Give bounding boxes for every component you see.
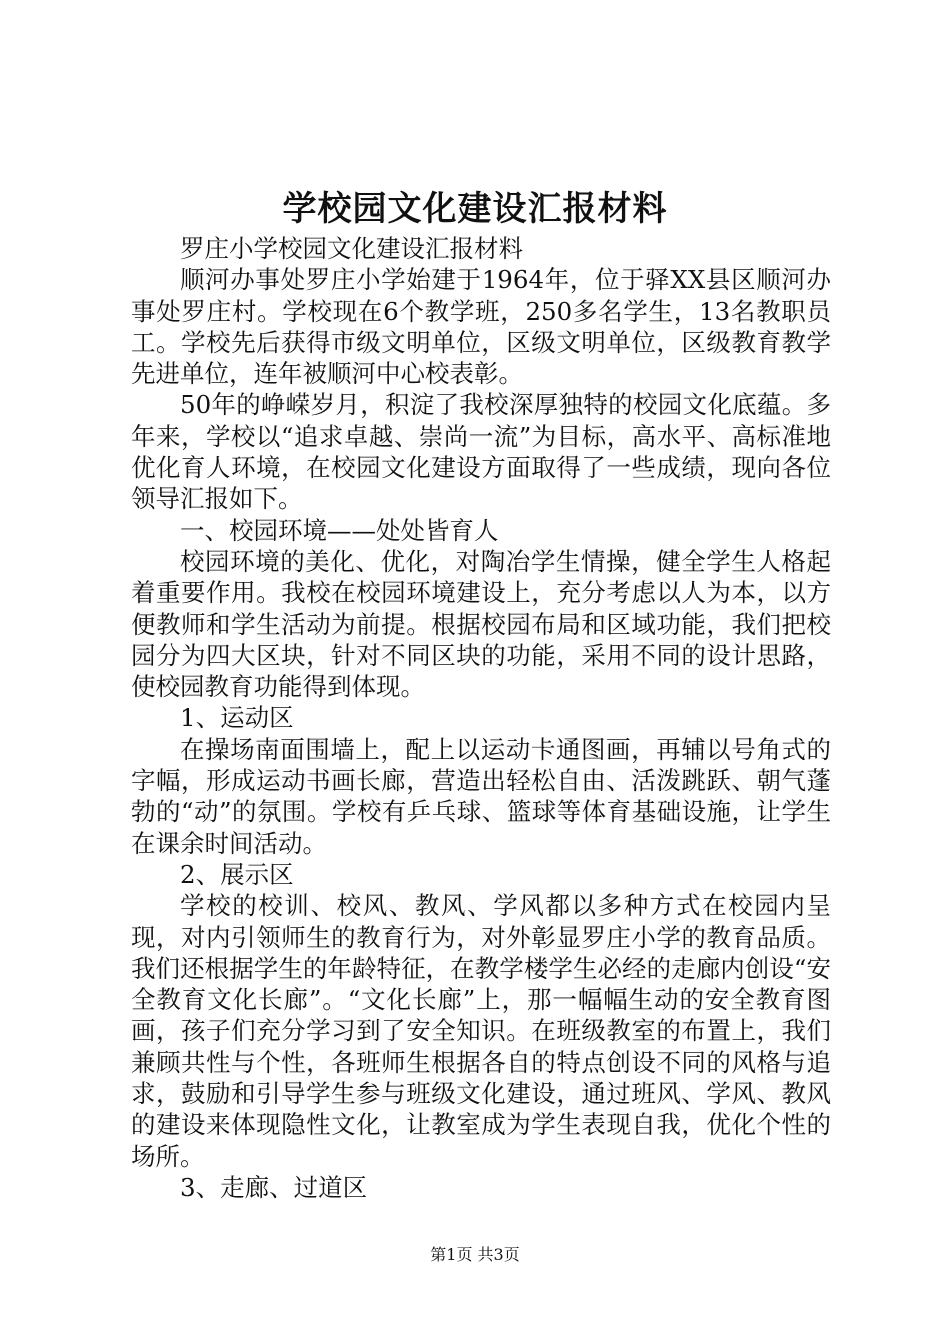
page-footer: 第1页 共3页 [430,1245,520,1264]
paragraph-environment: 校园环境的美化、优化，对陶冶学生情操，健全学生人格起着重要作用。我校在校园环境建设上，充分考虑以人为本，以方便教师和学生活动为前提。根据校园布局和区域功能，我们把校园分为四大区块，针对不同区块的功能，采用不同的设计思路，使校园教育功能得到体现。 [131,546,831,702]
subsection-heading-corridor: 3、走廊、过道区 [180,1172,368,1202]
paragraph-subtitle: 罗庄小学校园文化建设汇报材料 [180,234,523,263]
section-heading-environment: 一、校园环境——处处皆育人 [180,515,499,545]
subsection-heading-display: 2、展示区 [180,859,294,889]
paragraph-sports: 在操场南面围墙上，配上以运动卡通图画，再辅以号角式的字幅，形成运动书画长廊，营造出轻松自由、活泼跳跃、朝气蓬勃的“动”的氛围。学校有乒乓球、篮球等体育基础设施，让学生在课余时间活动。 [131,734,831,858]
paragraph-history: 50年的峥嵘岁月，积淀了我校深厚独特的校园文化底蕴。多年来，学校以“追求卓越、崇尚一流”为目标，高水平、高标准地优化育人环境，在校园文化建设方面取得了一些成绩，现向各位领导汇报如下。 [131,390,831,514]
paragraph-intro: 顺河办事处罗庄小学始建于1964年，位于驿XX县区顺河办事处罗庄村。学校现在6个教学班，250多名学生，13名教职员工。学校先后获得市级文明单位，区级文明单位，区级教育教学先进单位，连年被顺河中心校表彰。 [131,265,831,389]
document-body [131,233,831,1203]
document-title: 学校园文化建设汇报材料 [282,189,668,229]
paragraph-display: 学校的校训、校风、教风、学风都以多种方式在校园内呈现，对内引领师生的教育行为，对外彰显罗庄小学的教育品质。我们还根据学生的年龄特征，在教学楼学生必经的走廊内创设“安全教育文化长廊”。“文化长廊”上，那一幅幅生动的安全教育图画，孩子们充分学习到了安全知识。在班级教室的布置上，我们兼顾共性与个性，各班师生根据各自的特点创设不同的风格与追求，鼓励和引导学生参与班级文化建设，通过班风、学风、教风的建设来体现隐性文化，让教室成为学生表现自我，优化个性的场所。 [131,891,831,1171]
subsection-heading-sports: 1、运动区 [180,703,294,733]
